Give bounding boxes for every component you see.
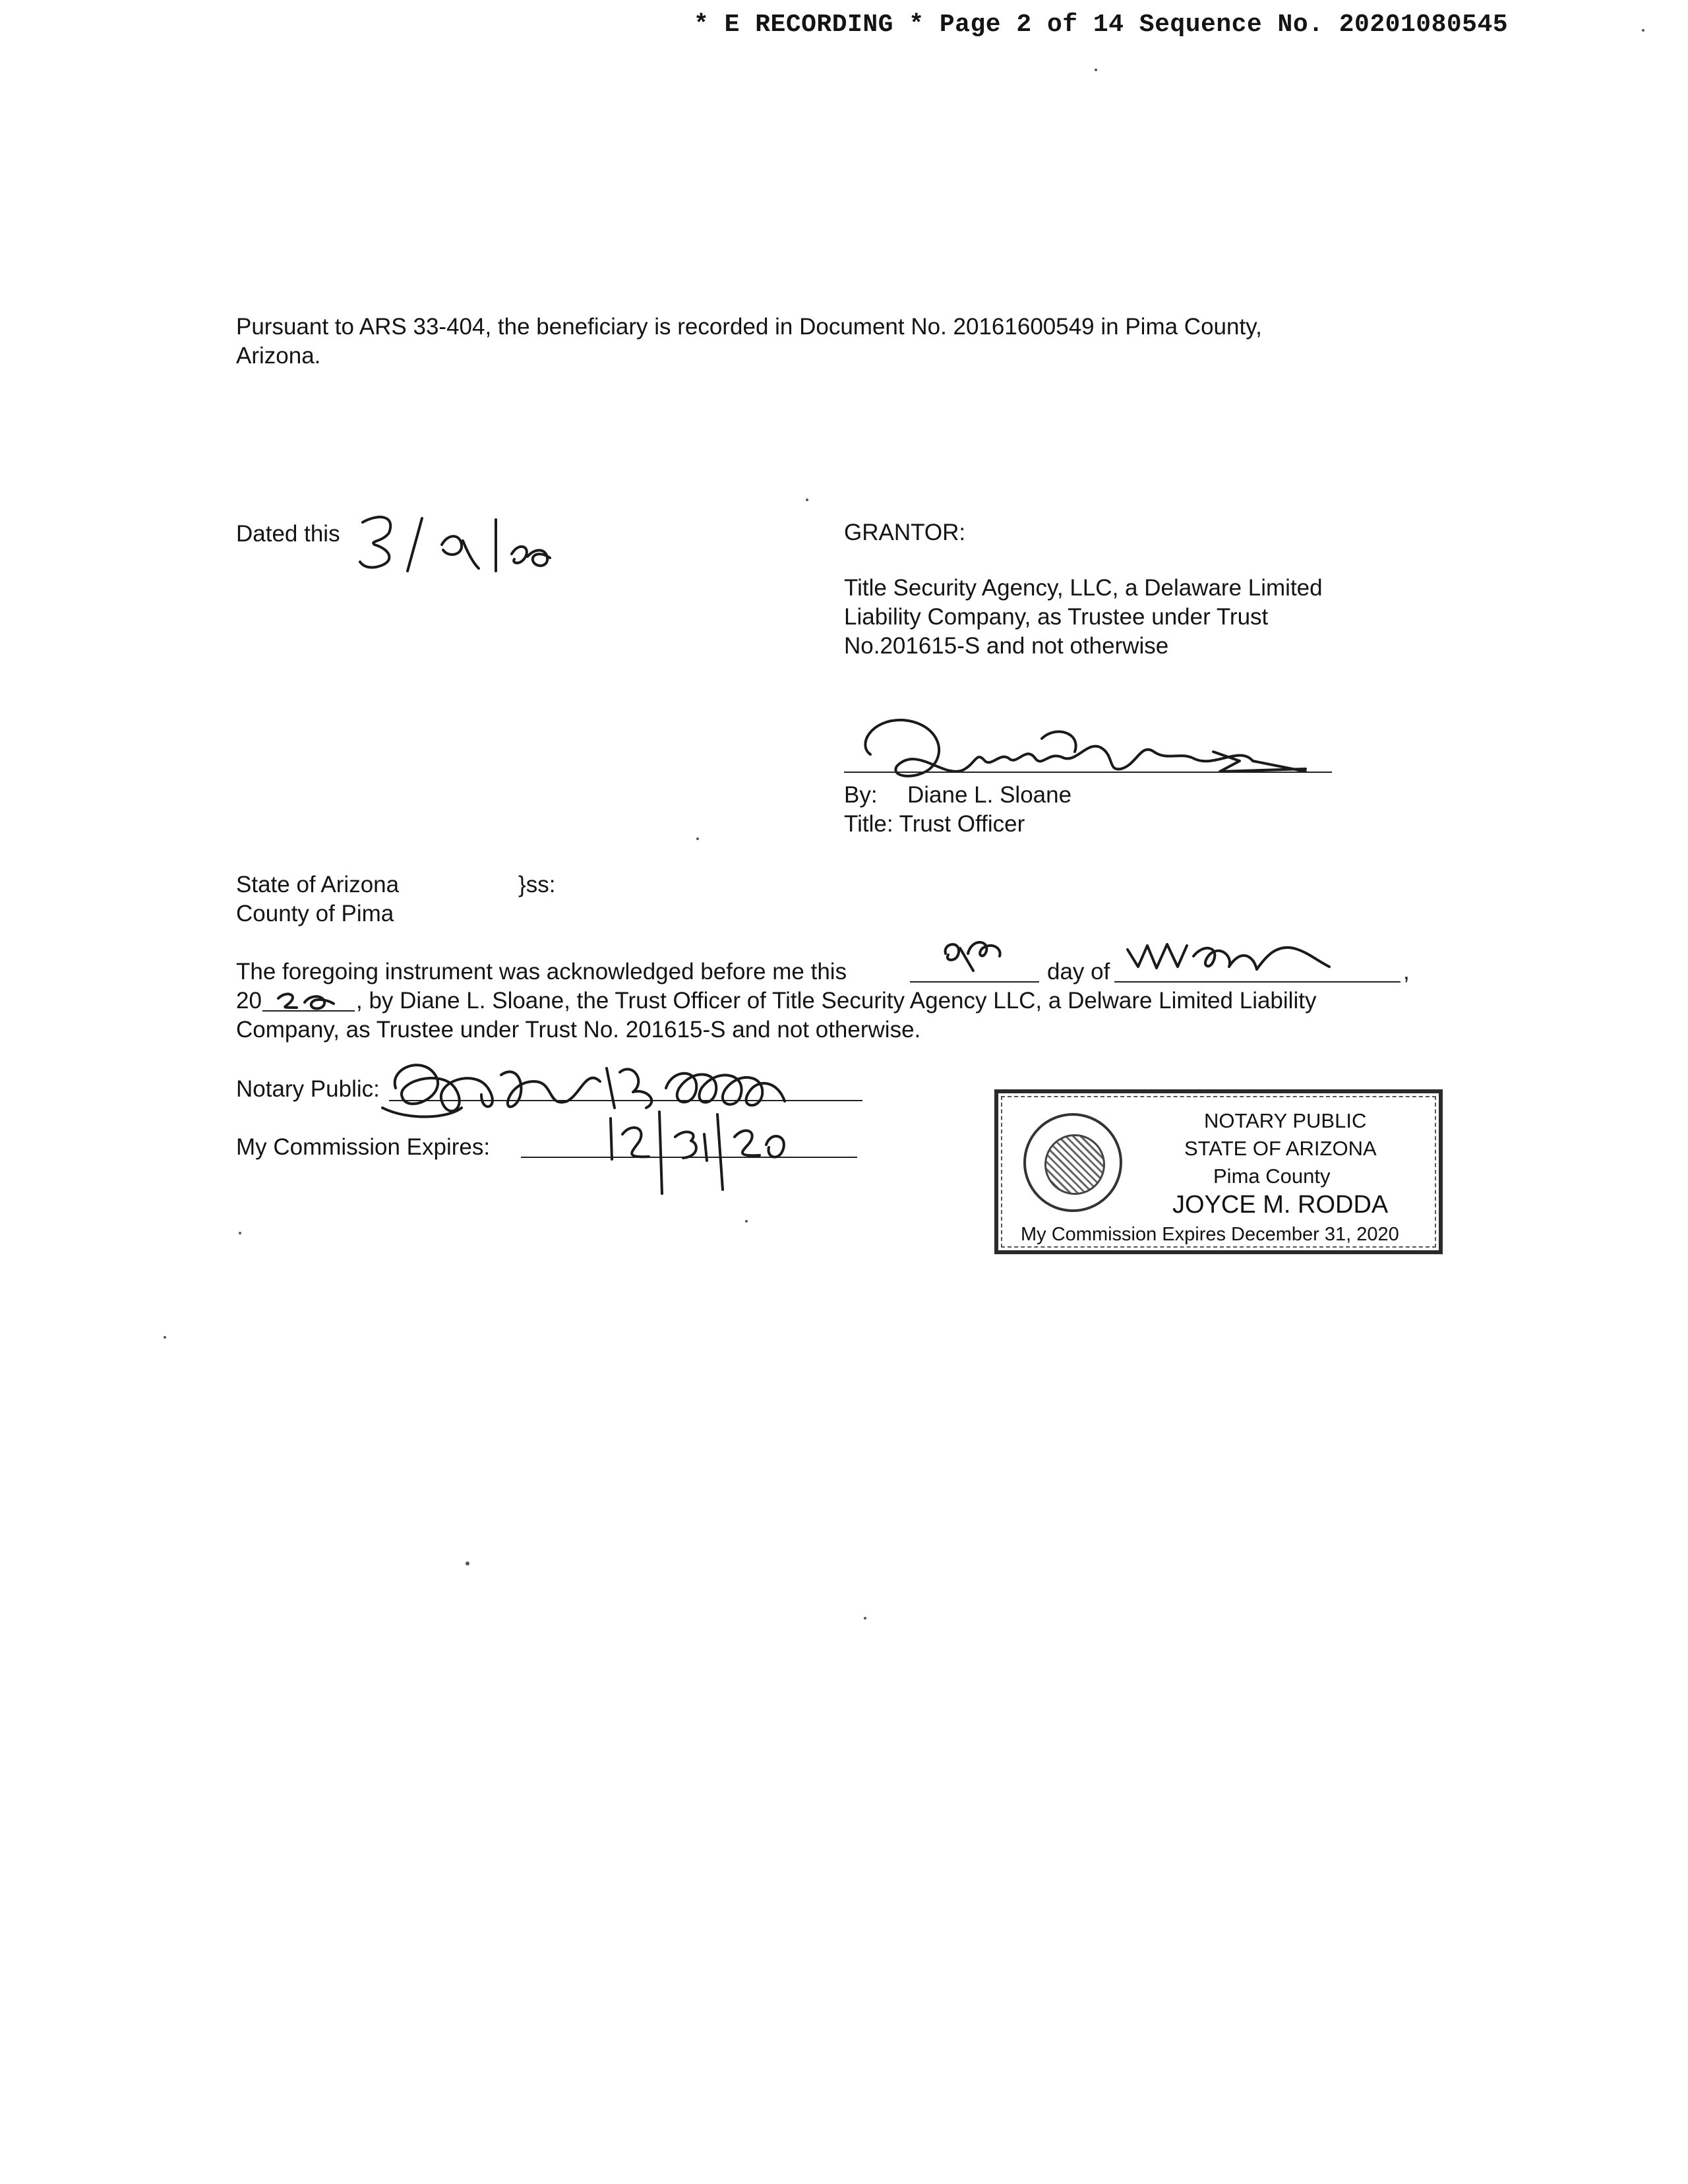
pursuant-line-2: Arizona. [236,343,321,369]
scan-speck [1095,69,1097,71]
ack-line-2: , by Diane L. Sloane, the Trust Officer of Title Security Agency LLC, a Delware Limited Liability [356,988,1317,1014]
stamp-line-3: Pima County [1213,1165,1331,1188]
by-label: By: [844,782,878,808]
dated-label: Dated this [236,521,340,547]
stamp-line-2: STATE OF ARIZONA [1184,1137,1377,1160]
scan-speck [239,1232,241,1234]
grantor-label: GRANTOR: [844,520,966,545]
scan-speck [1642,29,1644,32]
handwritten-date [349,508,574,574]
scan-speck [164,1336,166,1339]
signer-title: Title: Trust Officer [844,811,1025,837]
stamp-line-4: JOYCE M. RODDA [1172,1191,1389,1219]
scan-speck [696,837,699,840]
handwritten-commission-date [593,1108,811,1200]
grantor-line-3: No.201615-S and not otherwise [844,633,1169,659]
scan-speck [864,1617,866,1620]
grantor-line-2: Liability Company, as Trustee under Trust [844,604,1269,630]
scan-speck [806,499,808,501]
signer-name: Diane L. Sloane [907,782,1072,808]
handwritten-year [270,988,343,1014]
ack-month-blank [1114,981,1401,983]
ack-line-3: Company, as Trustee under Trust No. 201615-S and not otherwise. [236,1017,921,1043]
scan-speck [466,1562,469,1565]
venue-ss: }ss: [518,872,556,897]
recording-header: * E RECORDING * Page 2 of 14 Sequence No. 20201080545 [694,11,1509,39]
signature-diane-sloane [844,706,1345,791]
notary-stamp [994,1089,1443,1254]
handwritten-month [1121,930,1339,980]
venue-state: State of Arizona [236,872,400,897]
pursuant-line-1: Pursuant to ARS 33-404, the beneficiary is recorded in Document No. 20161600549 in Pima County, [236,314,1262,340]
handwritten-day [936,934,1022,980]
ack-day-blank [910,981,1039,983]
ack-year-prefix: 20 [236,988,262,1014]
scan-speck [745,1220,748,1223]
venue-county: County of Pima [236,901,394,926]
grantor-signature-line [844,772,1332,773]
ack-line-1: The foregoing instrument was acknowledged before me this [236,959,847,985]
commission-label: My Commission Expires: [236,1134,491,1160]
ack-day-of: day of [1047,959,1110,985]
arizona-seal-icon [1023,1113,1122,1212]
stamp-line-1: NOTARY PUBLIC [1204,1109,1367,1132]
notary-public-label: Notary Public: [236,1076,380,1102]
stamp-line-5: My Commission Expires December 31, 2020 [1021,1224,1399,1245]
grantor-line-1: Title Security Agency, LLC, a Delaware Limited [844,575,1323,601]
ack-comma: , [1403,959,1410,985]
